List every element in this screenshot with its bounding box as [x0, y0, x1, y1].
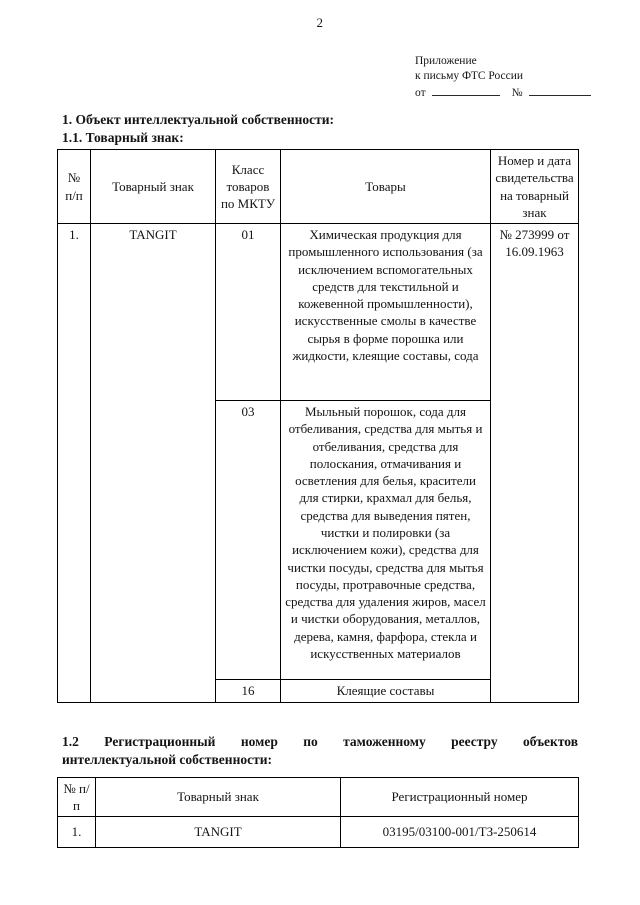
table-row — [58, 224, 579, 401]
header-trademark: Товарный знак — [96, 777, 341, 817]
cell-class-01: 01 — [216, 224, 281, 401]
appendix-from-label: от — [415, 87, 426, 100]
cell-class-16: 16 — [216, 680, 281, 703]
registry-table-header-row — [58, 777, 579, 817]
cell-goods-16: Клеящие составы — [281, 680, 491, 703]
header-trademark: Товарный знак — [91, 149, 216, 223]
section-1-2-heading-line1: 1.2 Регистрационный номер по таможенному реестру объектов — [62, 734, 578, 750]
appendix-title: Приложение — [415, 55, 477, 67]
trademark-table — [57, 149, 579, 703]
appendix-block — [415, 54, 585, 102]
table-row — [58, 817, 579, 848]
section-1-2-heading-line2: интеллектуальной собственности: — [62, 752, 272, 768]
header-class: Класс товаров по МКТУ — [216, 149, 281, 223]
cell-trademark: TANGIT — [91, 224, 216, 703]
header-goods: Товары — [281, 149, 491, 223]
appendix-subtitle: к письму ФТС России — [415, 70, 524, 83]
cell-trademark: TANGIT — [96, 817, 341, 848]
section-1-heading: 1. Объект интеллектуальной собственности: — [62, 111, 335, 127]
trademark-table-header-row — [58, 149, 579, 223]
cell-certificate: № 273999 от 16.09.1963 — [491, 224, 579, 703]
header-num: № п/п — [58, 149, 91, 223]
appendix-number-label: № — [511, 87, 523, 100]
cell-class-03: 03 — [216, 401, 281, 680]
registry-table — [57, 777, 579, 849]
number-blank-line — [529, 84, 591, 96]
cell-row-number: 1. — [58, 224, 91, 703]
appendix-date-number-line — [415, 84, 585, 101]
section-1-1-heading: 1.1. Товарный знак: — [62, 129, 184, 145]
cell-reg-number: 03195/03100-001/ТЗ-250614 — [341, 817, 579, 848]
cell-goods-01: Химическая продукция для промышленного использования (за исключением вспомогательных средств для текстильной и кожевенной промышленности), искусственные смолы в качестве сырья в форме порошка или жидкости, клеящие составы, сода — [281, 224, 491, 401]
cell-goods-03: Мыльный порошок, сода для отбеливания, средства для мытья и отбеливания, средства для полоскания, отмачивания и осветления для белья, красители для стирки, крахмал для белья, средства для выведения пятен, чистки и полировки (за исключением кожи), средства для чистки посуды, средства для мытья посуды, протравочные средства, средства для удаления жиров, масел и чистки оборудования, металлов, дерева, камня, фарфора, стекла и искусственных материалов — [281, 401, 491, 680]
header-certificate: Номер и дата свидетельства на товарный знак — [491, 149, 579, 223]
section-1-2-heading — [62, 733, 578, 769]
cell-row-number: 1. — [58, 817, 96, 848]
header-num: № п/п — [58, 777, 96, 817]
page-number: 2 — [316, 15, 324, 30]
header-reg-number: Регистрационный номер — [341, 777, 579, 817]
date-blank-line — [432, 84, 500, 96]
